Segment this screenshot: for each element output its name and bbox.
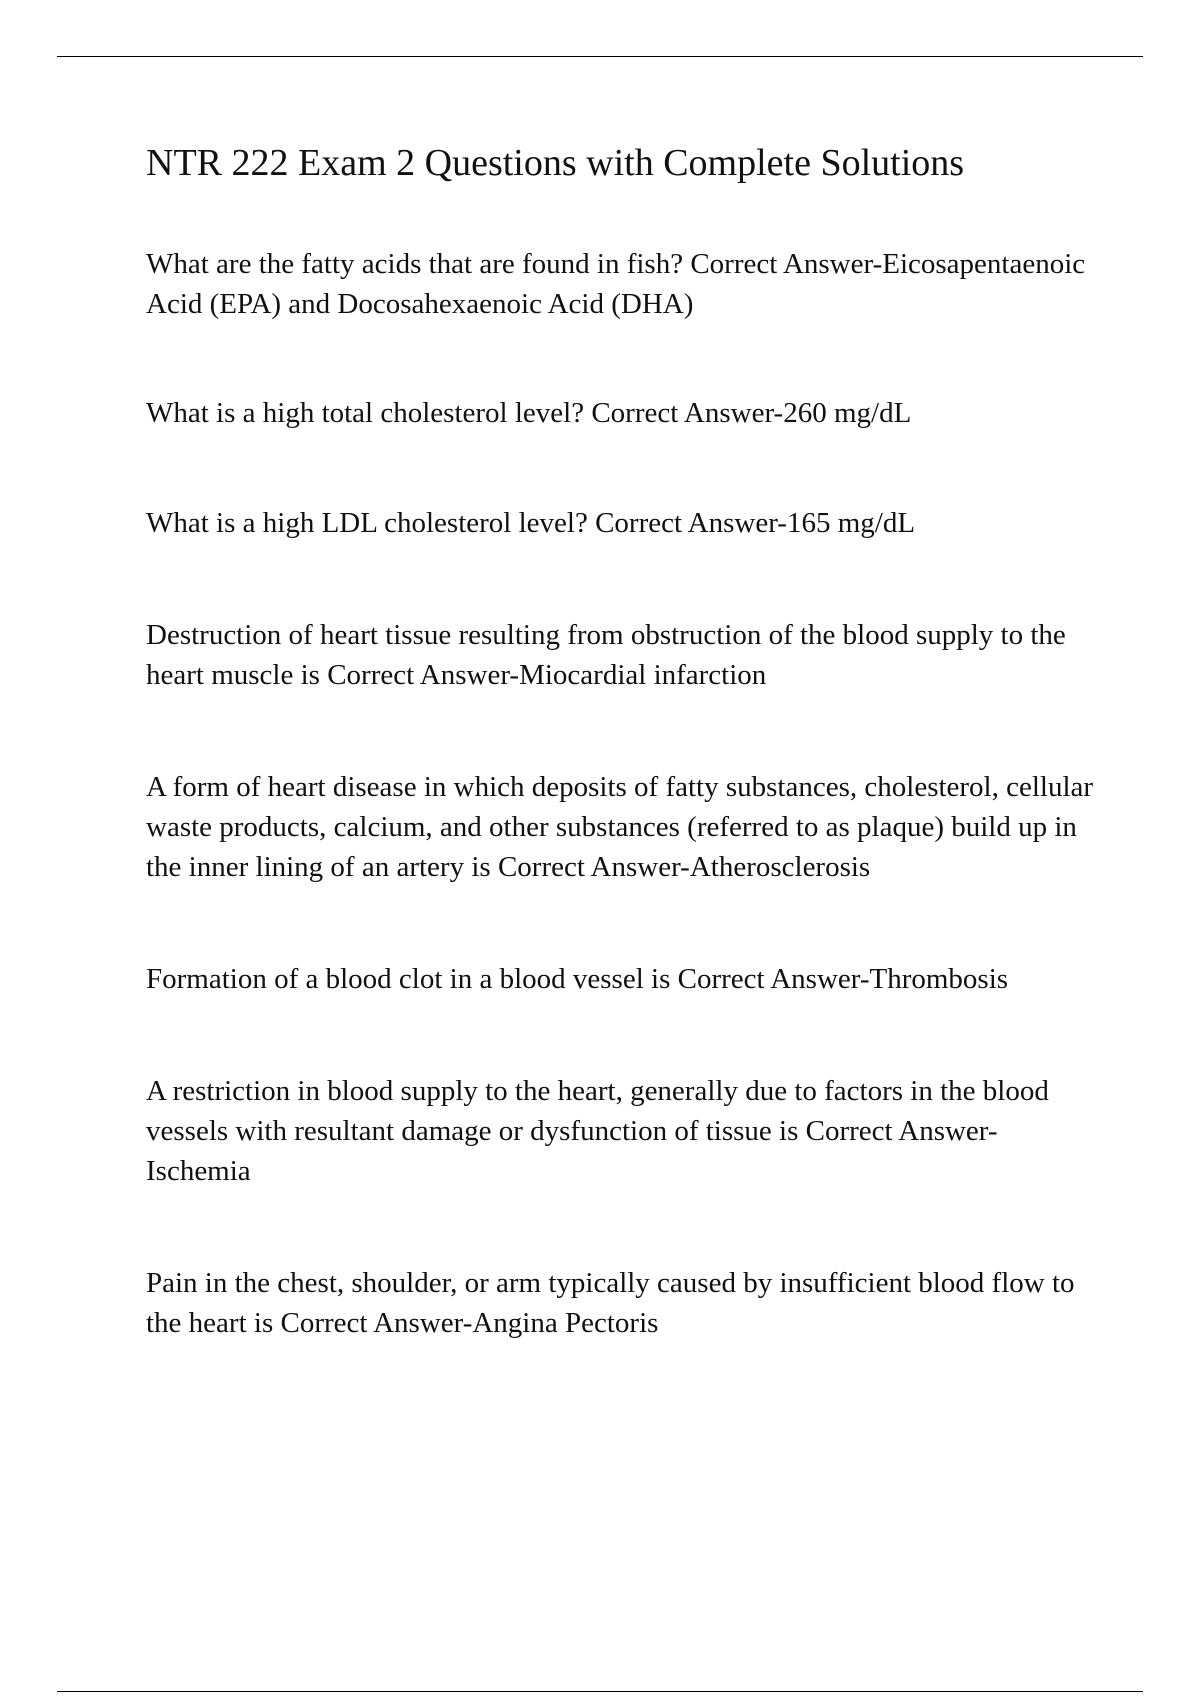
answer-text: Correct Answer-Angina Pectoris [273, 1307, 659, 1339]
answer-text: Correct Answer-260 mg/dL [584, 397, 912, 429]
question-text: Pain in the chest, shoulder, or arm typically caused by insufficient blood flow to the heart is [146, 1267, 1075, 1339]
qa-item [146, 959, 1096, 999]
header-rule [57, 56, 1143, 57]
answer-text: Correct Answer-Atherosclerosis [490, 851, 871, 883]
qa-item [146, 1263, 1096, 1343]
answer-text: Correct Answer-Miocardial infarction [319, 659, 767, 691]
qa-item [146, 503, 1096, 543]
answer-text: Correct Answer-Eicosapentaenoic Acid (EPA) and Docosahexaenoic Acid (DHA) [146, 248, 1086, 320]
question-text: What is a high total cholesterol level? [146, 397, 585, 429]
question-text: What is a high LDL cholesterol level? [146, 507, 588, 539]
answer-text: Correct Answer-Thrombosis [670, 963, 1009, 995]
qa-item [146, 244, 1096, 324]
qa-item [146, 615, 1096, 695]
footer-rule [57, 1691, 1143, 1692]
question-text: A form of heart disease in which deposits of fatty substances, cholesterol, cellular waste products, calcium, and other substances (referred to as plaque) build up in the inner lining of an artery is [146, 771, 1094, 883]
qa-item [146, 393, 1096, 433]
document-title: NTR 222 Exam 2 Questions with Complete Solutions [146, 142, 965, 184]
question-text: What are the fatty acids that are found in fish? [146, 248, 684, 280]
answer-text: Correct Answer-Ischemia [146, 1115, 998, 1187]
question-text: Destruction of heart tissue resulting from obstruction of the blood supply to the heart muscle is [146, 619, 1066, 691]
qa-list [146, 244, 1096, 1343]
qa-item [146, 1071, 1096, 1191]
question-text: Formation of a blood clot in a blood vessel is [146, 963, 671, 995]
answer-text: Correct Answer-165 mg/dL [587, 507, 916, 539]
document-body [146, 140, 1096, 1414]
qa-item [146, 767, 1096, 887]
question-text: A restriction in blood supply to the heart, generally due to factors in the blood vessels with resultant damage or dysfunction of tissue is [146, 1075, 1049, 1147]
